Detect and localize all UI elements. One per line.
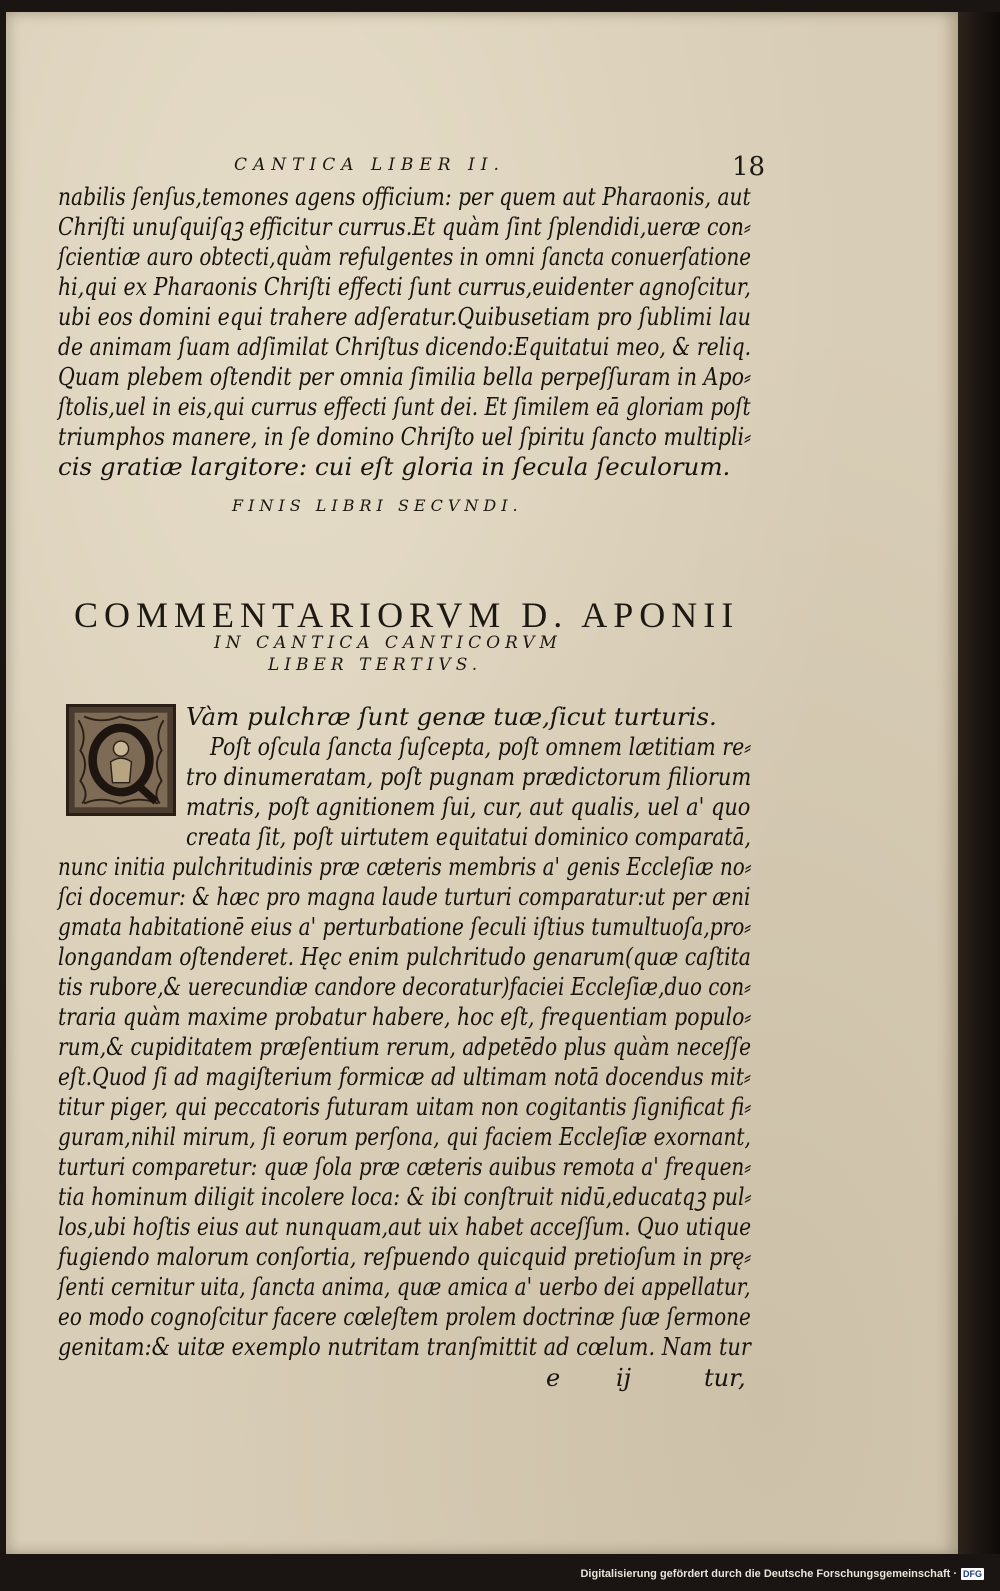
section-title: COMMENTARIORVM D. APONII — [74, 595, 740, 635]
text-line: fugiendo malorum conſortia, reſpuendo quicquid pretioſum in prę⸗ — [58, 1242, 752, 1271]
decorated-initial-q — [66, 704, 176, 816]
text-line: eſt.Quod ſi ad magiſterium formicæ ad ultimam notā docendus mit⸗ — [58, 1062, 751, 1091]
text-line: Vàm pulchræ ſunt genæ tuæ,ſicut turturis. — [186, 702, 717, 731]
text-line: guram,nihil mirum, ſi eorum perſona, qui faciem Eccleſiæ exornant, — [58, 1122, 751, 1151]
text-line: cis gratiæ largitore: cui eſt gloria in ſecula ſeculorum. — [58, 452, 731, 481]
signature-number: ij — [616, 1364, 632, 1392]
text-line: Chriſti unuſquiſqꝫ efficitur currus.Et quàm ſint ſplendidi,ueræ con⸗ — [58, 212, 751, 241]
text-line: longandam oſtenderet. Hęc enim pulchritudo genarum(quæ caſtita — [58, 942, 751, 971]
text-line: turturi comparetur: quæ ſola præ cæteris auibus remota a' frequen⸗ — [58, 1152, 751, 1181]
catchword: tur, — [704, 1364, 746, 1392]
text-line: los,ubi hoſtis eius aut nunquam,aut uix habet acceſſum. Quo utique — [58, 1212, 752, 1241]
dfg-logo-icon: DFG — [963, 1569, 982, 1579]
text-line: Poſt oſcula ſancta ſuſcepta, poſt omnem lætitiam re⸗ — [210, 732, 752, 761]
text-line: traria quàm maxime probatur habere, hoc eſt, frequentiam populo⸗ — [58, 1002, 752, 1031]
finis-line: FINIS LIBRI SECVNDI. — [232, 496, 523, 515]
page-edge-shadow — [958, 12, 1000, 1554]
text-line: ſci docemur: & hæc pro magna laude turturi comparatur:ut per æni — [58, 882, 751, 911]
text-line: gmata habitationē eius a' perturbatione ſeculi iſtius tumultuoſa,pro⸗ — [58, 912, 752, 941]
text-line: nunc initia pulchritudinis præ cæteris membris a' genis Eccleſiæ no⸗ — [58, 852, 752, 881]
text-line: triumphos manere, in ſe domino Chriſto uel ſpiritu ſancto multipli⸗ — [58, 422, 752, 451]
text-line: tia hominum diligit incolere loca: & ibi conſtruit nidū,educatqꝫ pul⸗ — [58, 1182, 752, 1211]
book-number-heading: LIBER TERTIVS. — [268, 655, 483, 675]
book-page — [6, 12, 958, 1554]
text-line: genitam:& uitæ exemplo nutritam tranſmittit ad cœlum. Nam tur — [58, 1332, 751, 1361]
text-line: titur piger, qui peccatoris futuram uitam non cogitantis ſignificat fi⸗ — [58, 1092, 752, 1121]
funding-notice: Digitalisierung gefördert durch die Deutsche Forschungsgemeinschaft · — [580, 1568, 957, 1580]
text-line: matris, poſt agnitionem ſui, cur, aut qualis, uel a' quo — [186, 792, 751, 821]
funding-footer — [580, 1568, 984, 1580]
page-number: 18 — [732, 152, 766, 182]
text-line: rum,& cupiditatem præſentium rerum, adpetēdo plus quàm neceſſe — [58, 1032, 752, 1061]
text-line: ſtolis,uel in eis,qui currus effecti ſunt dei. Et ſimilem eā gloriam poſt — [58, 392, 751, 421]
text-line: tro dinumeratam, poſt pugnam prædictorum filiorum — [186, 762, 752, 791]
text-line: ſcientiæ auro obtecti,quàm refulgentes in omni ſancta conuerſatione — [58, 242, 752, 271]
text-line: tis rubore,& uerecundiæ candore decoratur)faciei Eccleſiæ,duo con⸗ — [58, 972, 751, 1001]
text-line: eo modo cognoſcitur facere cœleſtem prolem doctrinæ ſuæ ſermone — [58, 1302, 751, 1331]
text-line: nabilis ſenſus,temones agens officium: per quem aut Pharaonis, aut — [58, 182, 751, 211]
section-subtitle: IN CANTICA CANTICORVM — [214, 633, 562, 653]
text-line: de animam ſuam adſimilat Chriſtus dicendo:Equitatui meo, & reliq. — [58, 332, 752, 361]
text-line: hi,qui ex Pharaonis Chriſti effecti ſunt currus,euidenter agnoſcitur, — [58, 272, 751, 301]
text-line: Quam plebem oſtendit per omnia ſimilia bella perpeſſuram in Apo⸗ — [58, 362, 751, 391]
running-head: CANTICA LIBER II. — [234, 155, 505, 175]
text-line: creata ſit, poſt uirtutem equitatui dominico comparatā, — [186, 822, 751, 851]
text-line: ubi eos domini equi trahere adſeratur.Quibusetiam pro ſublimi lau — [58, 302, 751, 331]
text-line: ſenti cernitur uita, ſancta anima, quæ amica a' uerbo dei appellatur, — [58, 1272, 751, 1301]
signature-mark: e — [546, 1364, 561, 1392]
